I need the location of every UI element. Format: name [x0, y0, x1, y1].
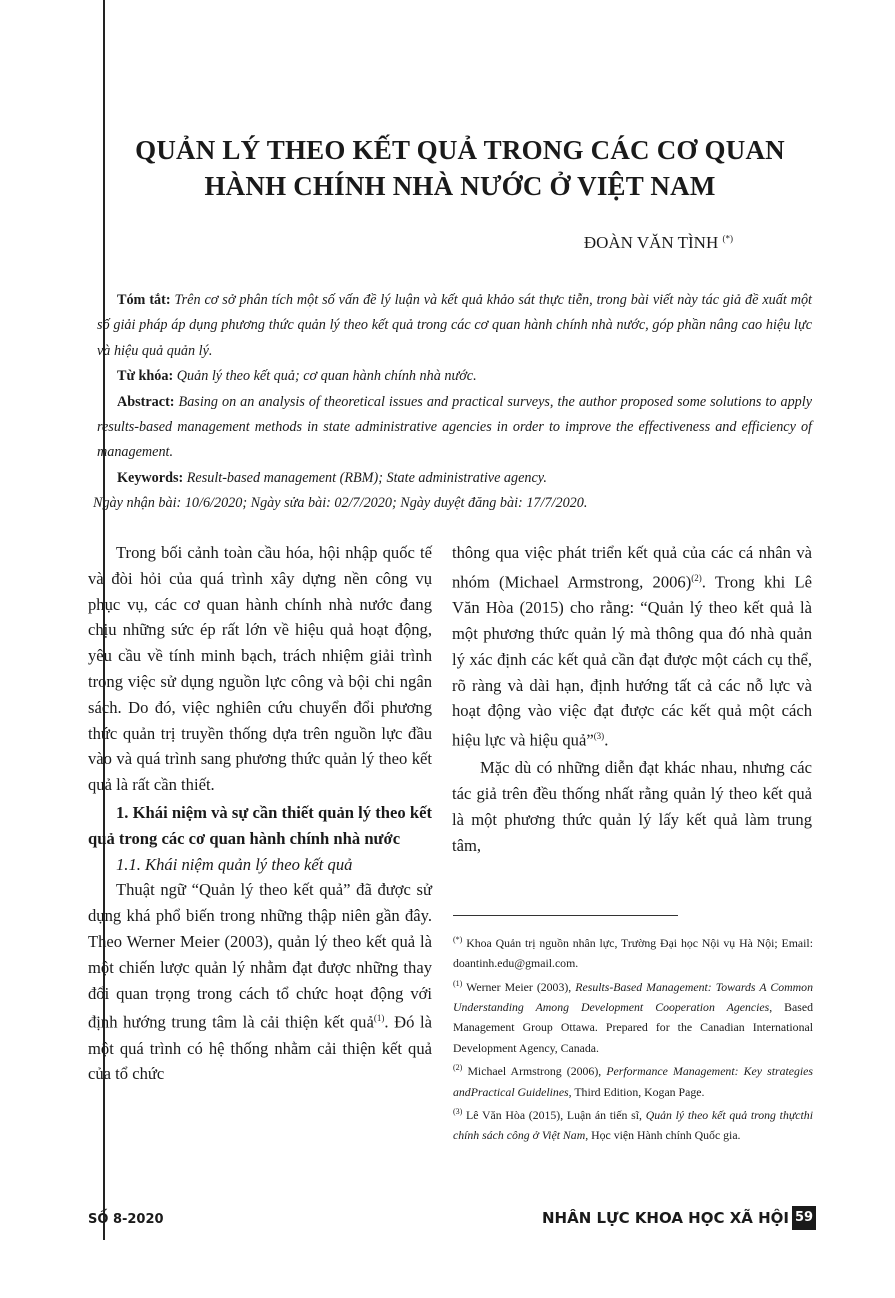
footnote-ref-3: (3)	[593, 731, 605, 742]
footnote-2-text-a: Michael Armstrong (2006),	[462, 1064, 607, 1079]
footnote-3-text-a: Lê Văn Hòa (2015), Luận án tiến sĩ,	[462, 1107, 646, 1122]
footnote-author-text: Khoa Quản trị nguồn nhân lực, Trường Đại học Nội vụ Hà Nội; Email: doantinh.edu@gmail.com.	[453, 935, 813, 971]
title-line-1: QUẢN LÝ THEO KẾT QUẢ TRONG CÁC CƠ QUAN	[135, 135, 785, 165]
footnote-1-text-a: Werner Meier (2003),	[462, 979, 576, 994]
page-number: 59	[792, 1206, 816, 1230]
summary-label: Tóm tắt:	[117, 292, 171, 308]
footnote-1-title: Results-Based Management: Towards A Common Understanding Among Development Cooperation Agencies	[453, 979, 813, 1015]
definition-paragraph	[88, 877, 432, 1087]
footnote-1-text-b: , Based Management Group Ottawa. Prepared for the Canadian International Development Agency, Canada.	[453, 1000, 813, 1055]
intro-paragraph: Trong bối cảnh toàn cầu hóa, hội nhập quốc tế và đòi hỏi của quá trình xây dựng nền công vụ phục vụ, các cơ quan hành chính nhà nước đang chịu những sức ép rất lớn về hiệu quả hoạt động, yêu cầu về tính minh bạch, trách nhiệm giải trình trong việc sử dụng nguồn lực công và bội chi ngân sách. Do đó, việc nghiên cứu chuyển đổi phương thức quản trị truyền thống dựa trên nguồn lực đầu vào và quá trình sang phương thức quản lý theo kết quả là rất cần thiết.	[88, 543, 432, 795]
footnote-2	[453, 1058, 813, 1102]
abstract-en-text: Basing on an analysis of theoretical issues and practical surveys, the author proposed some solutions to apply results-based management methods in state administrative agencies in order to improve the effectiveness and efficiency of management.	[97, 393, 812, 461]
continuation-text-a: thông qua việc phát triển kết quả của các cá nhân và nhóm (Michael Armstrong, 2006)	[452, 543, 812, 592]
footnote-ref-2: (2)	[691, 572, 702, 583]
article-title	[100, 132, 820, 204]
footnote-2-text-b: , Third Edition, Kogan Page.	[568, 1084, 705, 1099]
definition-text-a: Thuật ngữ “Quản lý theo kết quả” đã được sử dụng khá phổ biến trong những thập niên gần đây. Theo Werner Meier (2003), quản lý theo kết quả là một chiến lược quản lý nhằm đạt được những thay đổi quan trọng trong cách tổ chức hoạt động với định hướng trung tâm là cải thiện kết quả	[88, 880, 432, 1032]
keywords-vi-label: Từ khóa:	[117, 368, 174, 385]
keywords-vi	[97, 364, 812, 389]
footnote-1	[453, 974, 813, 1059]
footnote-separator	[453, 915, 678, 916]
footnote-3	[453, 1102, 813, 1146]
title-line-2: HÀNH CHÍNH NHÀ NƯỚC Ở VIỆT NAM	[204, 171, 716, 201]
footnote-author	[453, 930, 813, 974]
continuation-paragraph	[452, 540, 812, 753]
left-column	[88, 540, 432, 1087]
abstract-en	[97, 390, 812, 466]
abstract-en-label: Abstract:	[117, 393, 175, 410]
author	[584, 233, 733, 253]
keywords-vi-text: Quản lý theo kết quả; cơ quan hành chính nhà nước.	[173, 368, 477, 385]
continuation-text-b: . Trong khi Lê Văn Hòa (2015) cho rằng: “Quản lý theo kết quả là một phương thức quản lý mà thông qua đó nhà quản lý xác định các kết quả cần đạt được một cách cụ thể, rõ ràng và dài hạn, định hướng tất cả các nỗ lực và hoạt động vào việc đạt được các kết quả một cách hiệu lực và hiệu quả”	[452, 572, 813, 750]
summary-text: Trên cơ sở phân tích một số vấn đề lý luận và kết quả khảo sát thực tiễn, trong bài viết này tác giả đề xuất một số giải pháp áp dụng phương thức quản lý theo kết quả trong các cơ quan hành chính nhà nước, góp phần nâng cao hiệu lực và hiệu quả quản lý.	[97, 292, 812, 359]
submission-dates: Ngày nhận bài: 10/6/2020; Ngày sửa bài: 02/7/2020; Ngày duyệt đăng bài: 17/7/2020.	[93, 495, 588, 512]
author-note-mark: (*)	[722, 233, 733, 244]
definition-text-b: . Đó là một quá trình có hệ thống nhằm cải thiện kết quả của tổ chức	[88, 1012, 433, 1084]
synthesis-paragraph: Mặc dù có những diễn đạt khác nhau, nhưng các tác giả trên đều thống nhất rằng quản lý theo kết quả là một phương thức quản lý lấy kết quả làm trung tâm,	[452, 758, 812, 855]
issue-number: SỐ 8-2020	[88, 1212, 164, 1227]
keywords-en-text: Result-based management (RBM); State administrative agency.	[183, 469, 547, 486]
right-column	[452, 540, 812, 859]
keywords-en-label: Keywords:	[117, 469, 184, 486]
journal-name: NHÂN LỰC KHOA HỌC XÃ HỘI	[542, 1209, 789, 1227]
footnote-author-mark: (*)	[453, 935, 463, 944]
footnote-ref-1: (1)	[373, 1013, 385, 1024]
author-name: ĐOÀN VĂN TÌNH	[583, 233, 719, 252]
footnote-3-mark: (3)	[453, 1107, 463, 1117]
footnote-3-text-b: , Học viện Hành chính Quốc gia.	[585, 1128, 741, 1143]
footnotes	[453, 930, 813, 1146]
footnote-1-mark: (1)	[453, 978, 463, 988]
footnote-3-title: Quản lý theo kết quả trong thựcthi chính sách công ở Việt Nam	[453, 1107, 813, 1143]
footnote-2-mark: (2)	[453, 1063, 463, 1073]
continuation-text-c: .	[604, 730, 609, 750]
summary-vi	[97, 288, 812, 364]
keywords-en	[97, 466, 812, 491]
subsection-heading-1-1: 1.1. Khái niệm quản lý theo kết quả	[116, 854, 353, 874]
footnote-2-title: Performance Management: Key strategies andPractical Guidelines	[453, 1064, 813, 1099]
section-heading-1: 1. Khái niệm và sự cần thiết quản lý theo kết quả trong các cơ quan hành chính nhà nước	[88, 802, 432, 848]
abstract-block	[93, 288, 812, 517]
